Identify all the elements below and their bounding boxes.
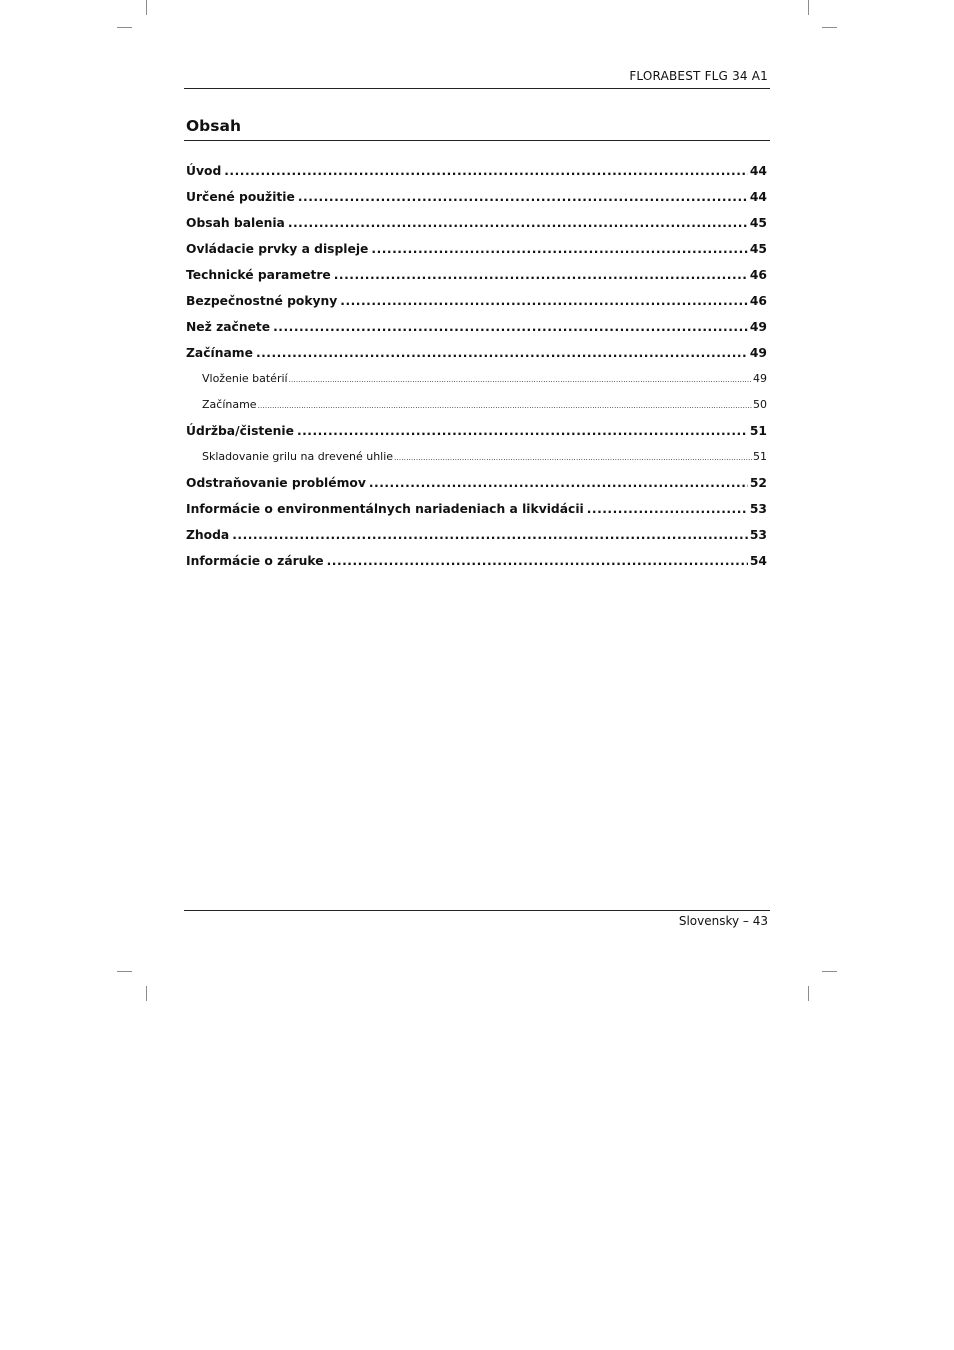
- dot-leader: [371, 236, 747, 262]
- toc-entry-page-number: 49: [749, 320, 767, 334]
- toc-entry-page-number: 49: [753, 372, 767, 385]
- toc-entry-label: Zhoda: [186, 528, 230, 542]
- toc-entry[interactable]: [186, 392, 767, 418]
- toc-entry[interactable]: [186, 236, 767, 262]
- toc-entry-page-number: 46: [749, 268, 767, 282]
- toc-entry[interactable]: [186, 548, 767, 574]
- toc-entry[interactable]: [186, 444, 767, 470]
- toc-entry-label: Ovládacie prvky a displeje: [186, 242, 369, 256]
- dot-leader: [256, 340, 748, 366]
- toc-entry-page-number: 54: [749, 554, 767, 568]
- toc-entry[interactable]: [186, 418, 767, 444]
- crop-mark-top-left-vertical: [146, 0, 147, 15]
- dot-leader: [289, 367, 752, 393]
- crop-mark-top-left-horizontal: [117, 27, 132, 28]
- toc-entry-page-number: 50: [753, 398, 767, 411]
- table-of-contents: [186, 158, 767, 574]
- toc-entry[interactable]: [186, 340, 767, 366]
- toc-entry-page-number: 52: [749, 476, 767, 490]
- toc-entry-page-number: 53: [749, 528, 767, 542]
- toc-entry-page-number: 51: [753, 450, 767, 463]
- toc-entry-label: Údržba/čistenie: [186, 424, 294, 438]
- toc-entry[interactable]: [186, 184, 767, 210]
- toc-entry-label: Obsah balenia: [186, 216, 285, 230]
- dot-leader: [369, 470, 748, 496]
- page-title: Obsah: [186, 117, 241, 135]
- toc-entry-label: Informácie o environmentálnych nariadeniach a likvidácii: [186, 502, 584, 516]
- toc-entry[interactable]: [186, 314, 767, 340]
- toc-entry-page-number: 44: [749, 164, 767, 178]
- toc-entry-label: Bezpečnostné pokyny: [186, 294, 338, 308]
- running-header: FLORABEST FLG 34 A1: [629, 69, 768, 83]
- dot-leader: [297, 418, 748, 444]
- toc-entry-label: Informácie o záruke: [186, 554, 324, 568]
- toc-entry-label: Vloženie batérií: [202, 372, 288, 385]
- toc-entry[interactable]: [186, 210, 767, 236]
- page-footer: Slovensky – 43: [678, 914, 768, 928]
- crop-mark-top-right-vertical: [808, 0, 809, 15]
- toc-entry-label: Začíname: [202, 398, 257, 411]
- toc-entry-label: Než začnete: [186, 320, 271, 334]
- dot-leader: [232, 522, 748, 548]
- toc-entry-page-number: 53: [749, 502, 767, 516]
- dot-leader: [394, 445, 752, 471]
- dot-leader: [587, 496, 748, 522]
- toc-entry[interactable]: [186, 522, 767, 548]
- toc-entry[interactable]: [186, 288, 767, 314]
- dot-leader: [340, 288, 748, 314]
- dot-leader: [288, 210, 748, 236]
- toc-entry-page-number: 51: [749, 424, 767, 438]
- toc-entry-label: Určené použitie: [186, 190, 295, 204]
- dot-leader: [258, 393, 752, 419]
- toc-entry[interactable]: [186, 262, 767, 288]
- footer-rule: [184, 910, 770, 911]
- toc-entry-page-number: 44: [749, 190, 767, 204]
- toc-entry-page-number: 49: [749, 346, 767, 360]
- dot-leader: [224, 158, 748, 184]
- toc-entry[interactable]: [186, 366, 767, 392]
- crop-mark-top-right-horizontal: [822, 27, 837, 28]
- dot-leader: [298, 184, 748, 210]
- crop-mark-bottom-left-horizontal: [117, 971, 132, 972]
- toc-entry-label: Začíname: [186, 346, 253, 360]
- toc-entry-label: Odstraňovanie problémov: [186, 476, 366, 490]
- toc-entry-label: Skladovanie grilu na drevené uhlie: [202, 450, 394, 463]
- dot-leader: [273, 314, 748, 340]
- crop-mark-bottom-right-horizontal: [822, 971, 837, 972]
- toc-entry-page-number: 45: [749, 242, 767, 256]
- title-rule: [184, 140, 770, 141]
- dot-leader: [327, 548, 748, 574]
- toc-entry[interactable]: [186, 496, 767, 522]
- crop-mark-bottom-right-vertical: [808, 986, 809, 1001]
- header-rule: [184, 88, 770, 89]
- toc-entry-label: Technické parametre: [186, 268, 331, 282]
- toc-entry[interactable]: [186, 158, 767, 184]
- crop-mark-bottom-left-vertical: [146, 986, 147, 1001]
- toc-entry-page-number: 45: [749, 216, 767, 230]
- toc-entry[interactable]: [186, 470, 767, 496]
- dot-leader: [334, 262, 748, 288]
- toc-entry-label: Úvod: [186, 164, 222, 178]
- toc-entry-page-number: 46: [749, 294, 767, 308]
